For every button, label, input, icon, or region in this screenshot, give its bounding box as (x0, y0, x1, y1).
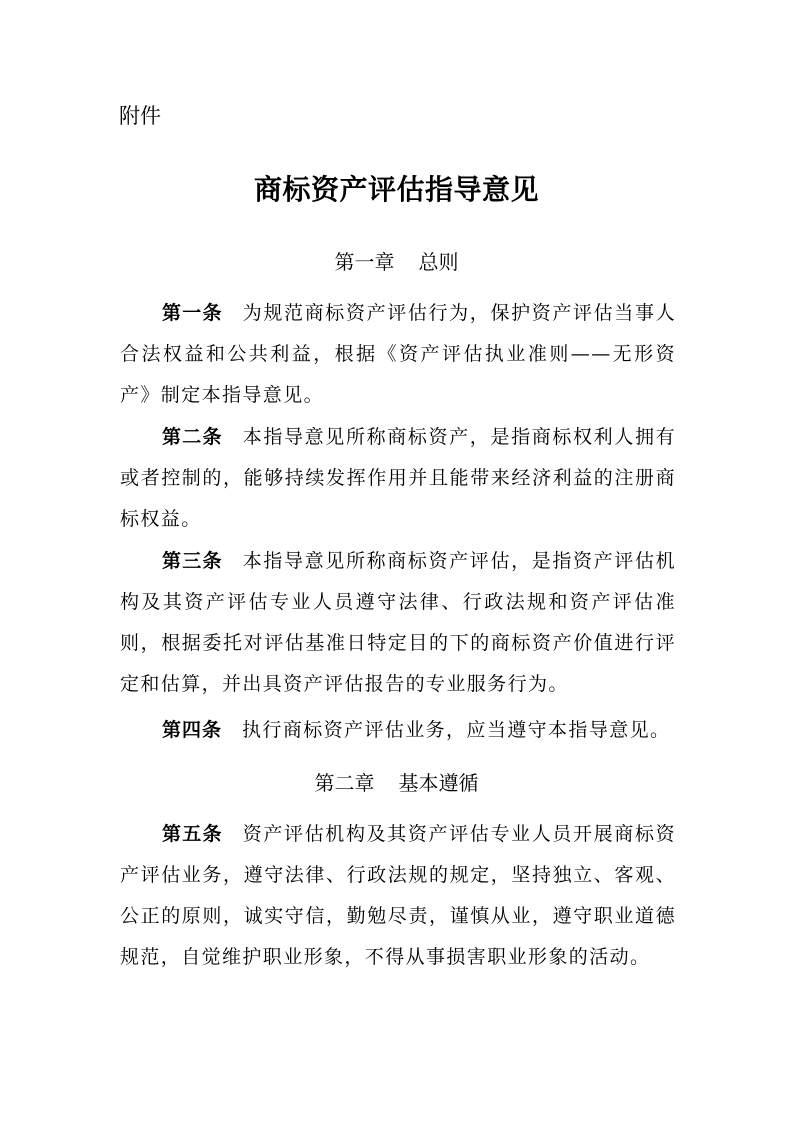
chapter-name: 总则 (418, 250, 459, 274)
attachment-label: 附件 (119, 104, 161, 128)
article-5 (120, 814, 676, 978)
article-label: 第三条 (162, 550, 223, 572)
chapter-number: 第一章 (334, 250, 395, 274)
document-title: 商标资产评估指导意见 (253, 173, 539, 206)
article-text: 本指导意见所称商标资产评估，是指资产评估机构及其资产评估专业人员遵守法律、行政法规和资产评估准则，根据委托对评估基准日特定目的下的商标资产价值进行评定和估算，并出具资产评估报告的专业服务行为。 (120, 550, 676, 695)
chapter-number: 第二章 (314, 771, 375, 795)
article-1 (120, 293, 676, 416)
article-2 (120, 417, 676, 540)
article-label: 第二条 (162, 426, 223, 448)
chapter-heading-1 (0, 247, 793, 277)
chapter-heading-2 (0, 768, 793, 798)
article-text: 资产评估机构及其资产评估专业人员开展商标资产评估业务，遵守法律、行政法规的规定，坚持独立、客观、公正的原则，诚实守信，勤勉尽责，谨慎从业，遵守职业道德规范，自觉维护职业形象，不得从事损害职业形象的活动。 (120, 823, 676, 968)
article-3 (120, 541, 676, 705)
article-label: 第四条 (162, 719, 223, 741)
article-text: 为规范商标资产评估行为，保护资产评估当事人合法权益和公共利益，根据《资产评估执业准则——无形资产》制定本指导意见。 (120, 302, 676, 406)
article-text: 执行商标资产评估业务，应当遵守本指导意见。 (242, 719, 671, 741)
article-label: 第一条 (162, 302, 223, 324)
article-label: 第五条 (162, 823, 223, 845)
chapter-name: 基本遵循 (398, 771, 479, 795)
article-text: 本指导意见所称商标资产，是指商标权利人拥有或者控制的，能够持续发挥作用并且能带来经济利益的注册商标权益。 (120, 426, 676, 530)
article-4 (120, 710, 676, 751)
